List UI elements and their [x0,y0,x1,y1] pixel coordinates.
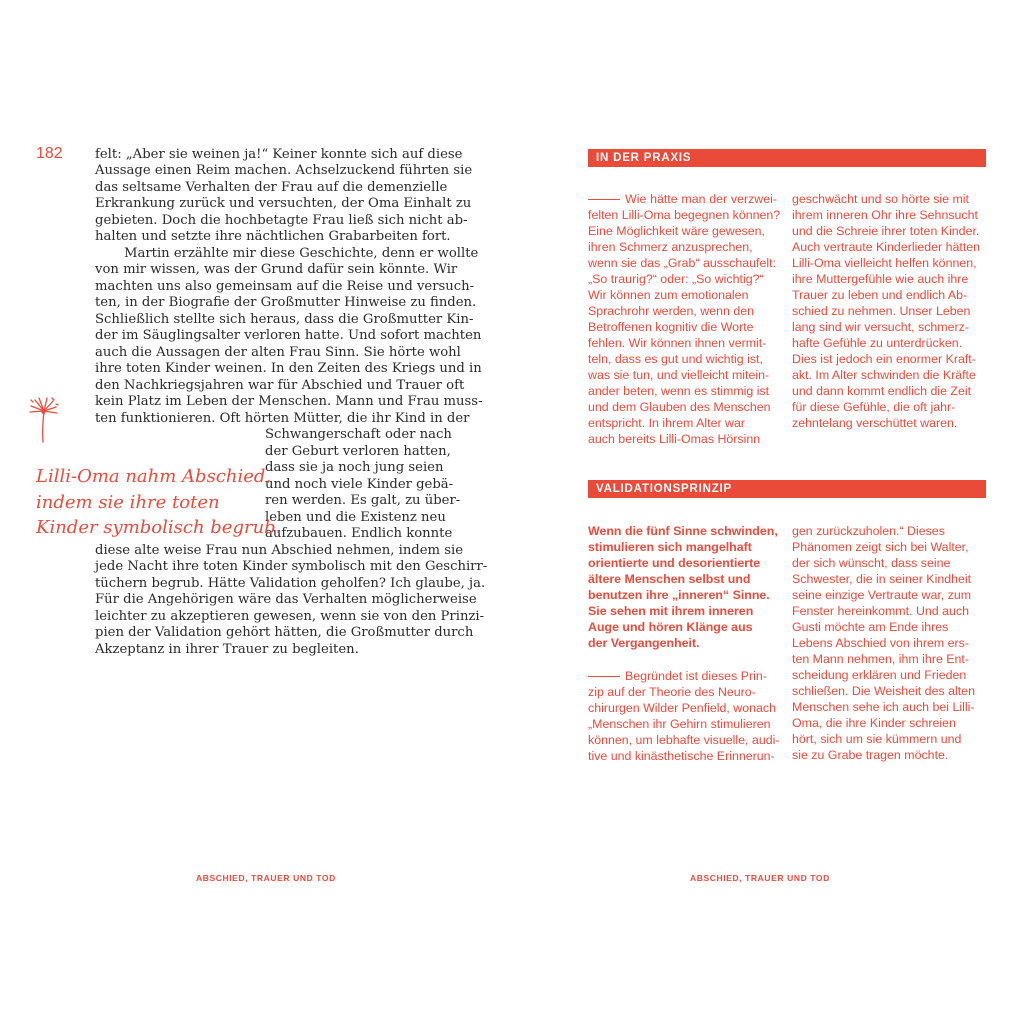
praxis-col2-line: Trauer zu leben und endlich Ab- [792,288,968,302]
body-text-line: kein Platz im Leben der Menschen. Mann und Frau muss- [95,394,483,409]
validation-lead-line: Auge und hören Klänge aus [588,620,753,634]
praxis-col1-line: felten Lilli-Oma begegnen können? [588,208,781,222]
body-text-line: Für die Angehörigen wäre das Verhalten möglicherweise [95,592,477,607]
praxis-col1-line: entspricht. In ihrem Alter war [588,416,746,430]
praxis-col2-line: Lilli-Oma vielleicht helfen können, [792,256,977,270]
body-text-line: von mir wissen, was der Grund dafür sein könnte. Wir [95,262,458,277]
body-text-line: das seltsame Verhalten der Frau auf die demenzielle [95,180,448,195]
pull-quote-line: Kinder symbolisch begrub. [36,517,282,538]
body-text-line: Aussage einen Reim machen. Achselzuckend führten sie [95,163,473,178]
validation-col2-line: scheidung erklären und Frieden [792,668,967,682]
body-text-line: auch die Aussagen der alten Frau Sinn. Sie hörte wohl [95,345,461,360]
validation-col1-line: zip auf der Theorie des Neuro- [588,685,756,699]
body-text-line: felt: „Aber sie weinen ja!“ Keiner konnte sich auf diese [95,147,463,162]
praxis-col1-line: Wie hätte man der verzwei- [625,192,777,206]
validation-col2-line: ten Mann nehmen, ihm ihre Ent- [792,652,970,666]
praxis-col2-line: Auch vertraute Kinderlieder hätten [792,240,981,254]
validation-lead-line: orientierte und desorientierte [588,556,761,570]
body-text-line: machten uns also gemeinsam auf die Reise und versuch- [95,279,475,294]
body-text-line: Schließlich stellte sich heraus, dass die Großmutter Kin- [95,312,474,327]
body-text-line: der Geburt verloren hatten, [265,444,451,459]
praxis-col1-line: Eine Möglichkeit wäre gewesen, [588,224,766,238]
validation-col1-line: Begründet ist dieses Prin- [625,669,767,683]
praxis-col1-line: wenn sie das „Grab“ ausschaufelt: [588,256,777,270]
validation-col2-line: hört, sich um sie kümmern und [792,732,962,746]
validationsprinzip-heading-bar [588,480,986,498]
praxis-col2-line: ihrem inneren Ohr ihre Sehnsucht [792,208,978,222]
pull-quote-line: Lilli-Oma nahm Abschied, [36,466,272,487]
praxis-col1-line: „So traurig?“ oder: „So wichtig?“ [588,272,764,286]
in-der-praxis-heading: IN DER PRAXIS [596,152,692,164]
validation-col2-line: schließen. Die Weisheit des alten [792,684,975,698]
praxis-col2-line: für diese Gefühle, die oft jahr- [792,400,956,414]
left-footer: ABSCHIED, TRAUER UND TOD [196,873,336,883]
pull-quote-line: indem sie ihre toten [36,492,220,513]
body-text-line: Akzeptanz in ihrer Trauer zu begleiten. [95,642,359,657]
praxis-col2-line: schied zu nehmen. Unser Leben [792,304,971,318]
validation-col2-line: gen zurückzuholen.“ Dieses [792,524,945,538]
body-text-line: tüchern begrub. Hätte Validation geholfen? Ich glaube, ja. [95,576,486,591]
validation-lead-line: Wenn die fünf Sinne schwinden, [588,524,778,538]
praxis-col2-line: Dies ist jedoch ein enormer Kraft- [792,352,976,366]
validation-col2-line: Phänomen zeigt sich bei Walter, [792,540,969,554]
body-text-line: leichter zu akzeptieren gewesen, wenn sie von den Prinzi- [95,609,485,624]
body-text-line: der im Säuglingsalter verloren hatte. Und sofort machten [95,328,482,343]
validation-col1-line: können, um lebhafte visuelle, audi- [588,733,780,747]
praxis-col2-line: und die Schreie ihrer toten Kinder. [792,224,980,238]
praxis-col2-line: zehntelang verschüttet waren. [792,416,958,430]
validation-col1-line: „Menschen ihr Gehirn stimulieren [588,717,771,731]
validation-col2-line: Schwester, die in seiner Kindheit [792,572,972,586]
praxis-col2-line: geschwächt und so hörte sie mit [792,192,970,206]
validation-col2-line: sie zu Grabe tragen möchte. [792,748,949,762]
dash-rule-2 [588,676,620,677]
validation-col2-line: Fenster hereinkommt. Und auch [792,604,969,618]
body-text-line: halten und setzte ihre nächtlichen Grabarbeiten fort. [95,229,451,244]
body-text-line: pien der Validation gehört hätten, die Großmutter durch [95,625,474,640]
praxis-col1-line: ihren Schmerz anzusprechen, [588,240,753,254]
validation-col2-line: Menschen sehe ich auch bei Lilli- [792,700,975,714]
body-text-line: den Nachkriegsjahren war für Abschied und Trauer oft [95,378,465,393]
praxis-col1-line: Sprachrohr werden, wenn den [588,304,754,318]
praxis-col1-line: Betroffenen kognitiv die Worte [588,320,754,334]
praxis-col1-line: was sie tun, und vielleicht mitein- [588,368,770,382]
praxis-col1-line: Wir können zum emotionalen [588,288,749,302]
validation-lead-line: Sie sehen mit ihrem inneren [588,604,754,618]
validation-col2-line: Gusti möchte am Ende ihres [792,620,949,634]
page-number: 182 [36,145,63,162]
praxis-col2-line: hafte Gefühle zu unterdrücken. [792,336,963,350]
praxis-col1-line: und dem Glauben des Menschen [588,400,771,414]
body-text-line: ten funktionieren. Oft hörten Mütter, die ihr Kind in der [95,411,470,426]
body-text-line: diese alte weise Frau nun Abschied nehmen, indem sie [95,543,464,558]
body-text-line: Schwangerschaft oder nach [265,427,452,442]
validationsprinzip-heading: VALIDATIONSPRINZIP [596,483,733,495]
praxis-col2-line: ihre Muttergefühle wie auch ihre [792,272,969,286]
validation-lead-line: stimulieren sich mangelhaft [588,540,752,554]
in-der-praxis-heading-bar [588,149,986,167]
validation-col2-line: Oma, die ihre Kinder schreien [792,716,956,730]
body-text-line: aufzubauen. Endlich konnte [265,526,453,541]
praxis-col2-line: lang sind wir versucht, schmerz- [792,320,969,334]
validation-lead-line: benutzen ihre „inneren“ Sinne. [588,588,770,602]
praxis-col2-line: und dann kommt endlich die Zeit [792,384,972,398]
body-text-line: Martin erzählte mir diese Geschichte, denn er wollte [124,246,479,261]
body-text-line: ihre toten Kinder weinen. In den Zeiten des Kriegs und in [95,361,482,376]
body-text-line: gebieten. Doch die hochbetagte Frau ließ sich nicht ab- [95,213,468,228]
body-text-line: ten, in der Biografie der Großmutter Hinweise zu finden. [95,295,477,310]
praxis-col1-line: ander beten, wenn es stimmig ist [588,384,770,398]
validation-col2-line: Lebens Abschied von ihrem ers- [792,636,970,650]
praxis-col1-line: fehlen. Wir können ihnen vermit- [588,336,767,350]
body-text-line: ren werden. Es galt, zu über- [265,493,461,508]
body-text-line: dass sie ja noch jung seien [265,460,444,475]
praxis-col1-line: auch bereits Lilli-Omas Hörsinn [588,432,761,446]
validation-col1-line: chirurgen Wilder Penfield, wonach [588,701,777,715]
validation-lead-line: ältere Menschen selbst und [588,572,751,586]
body-text-line: leben und die Existenz neu [265,510,446,525]
body-text-line: jede Nacht ihre toten Kinder symbolisch mit den Geschirr- [95,559,488,574]
body-text-line: und noch viele Kinder gebä- [265,477,454,492]
validation-col1-line: tive und kinästhetische Erinnerun- [588,749,775,763]
dandelion-icon [26,395,60,443]
praxis-col2-line: akt. Im Alter schwinden die Kräfte [792,368,976,382]
right-footer: ABSCHIED, TRAUER UND TOD [690,873,830,883]
validation-col2-line: seine einzige Vertraute war, zum [792,588,972,602]
body-text-line: Erkrankung zurück und versuchten, der Oma Einhalt zu [95,196,472,211]
validation-lead-line: der Vergangenheit. [588,636,700,650]
dash-rule-1 [588,199,620,200]
validation-col2-line: der sich wünscht, dass seine [792,556,951,570]
praxis-col1-line: teln, dass es gut und wichtig ist, [588,352,763,366]
